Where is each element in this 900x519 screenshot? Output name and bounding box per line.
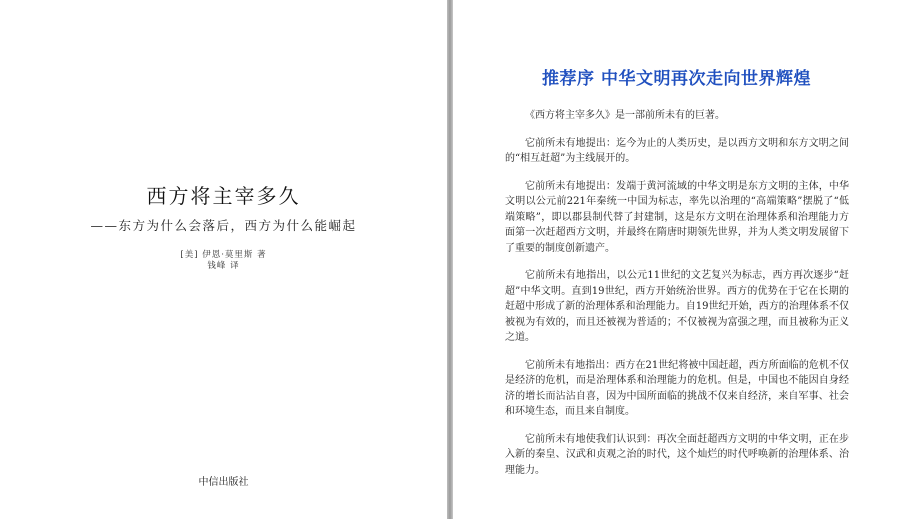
publisher-name: 中信出版社: [198, 477, 249, 488]
translator-line: 钱峰 译: [207, 261, 240, 271]
book-subtitle: ——东方为什么会落后，西方为什么能崛起: [90, 218, 357, 233]
left-page: [0, 0, 447, 519]
author-line: [美] 伊恩·莫里斯 著: [180, 250, 267, 260]
paragraph: 它前所未有地指出：西方在21世纪将被中国赶超，西方所面临的危机不仅是经济的危机，而是治理体系和治理能力的危机。但是，中国也不能因自身经济的增长而沾沾自喜，因为中国所面临的挑战不仅来自经济，来自军事、社会和环境生态，而且来自制度。: [505, 359, 849, 417]
paragraph: 它前所未有地提出：发端于黄河流域的中华文明是东方文明的主体，中华文明以公元前221年秦统一中国为标志，率先以治理的“高端策略”摆脱了“低端策略”，即以郡县制代替了封建制，这是东方文明在治理体系和治理能力方面第一次赶超西方文明，并最终在隋唐时期领先世界，并为人类文明发展留下了重要的制度创新遗产。: [505, 180, 849, 254]
preface-body: [505, 108, 849, 490]
right-page: [453, 0, 900, 519]
paragraph: 它前所未有地使我们认识到：再次全面赶超西方文明的中华文明，正在步入新的秦皇、汉武和贞观之治的时代，这个灿烂的时代呼唤新的治理体系、治理能力。: [505, 433, 849, 476]
paragraph: 它前所未有地指出，以公元11世纪的文艺复兴为标志，西方再次逐步“赶超”中华文明。直到19世纪，西方开始统治世界。西方的优势在于它在长期的赶超中形成了新的治理体系和治理能力。自19世纪开始，西方的治理体系不仅被视为有效的，而且还被视为普适的；不仅被视为富强之理，而且被称为正义之道。: [505, 270, 849, 343]
paragraph: 它前所未有地提出：迄今为止的人类历史，是以西方文明和东方文明之间的“相互赶超”为主线展开的。: [505, 137, 849, 164]
paragraph: 《西方将主宰多久》是一部前所未有的巨著。: [525, 110, 725, 121]
book-title: 西方将主宰多久: [146, 184, 301, 208]
preface-heading: 推荐序 中华文明再次走向世界辉煌: [542, 69, 811, 89]
